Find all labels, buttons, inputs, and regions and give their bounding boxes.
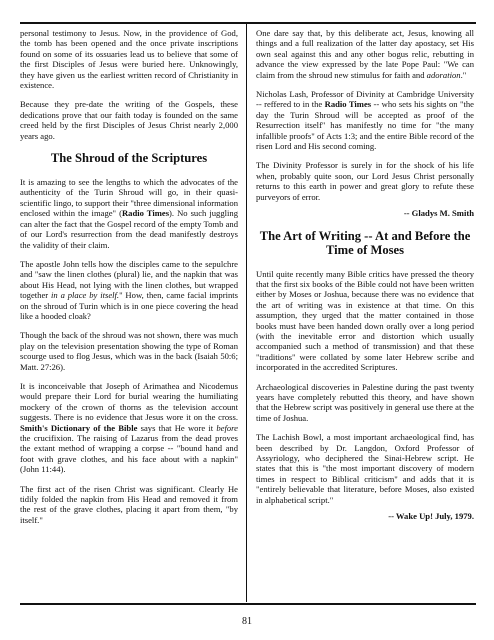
paragraph: personal testimony to Jesus. Now, in the providence of God, the tomb has been opened and the once private inscriptions found on some of its ossuaries lead us to believe that some of the first Disciples of Jesus were buried here. Unknowingly, they have given us the earliest written record of Christianity in existence. [20, 28, 238, 91]
page-number: 81 [242, 616, 252, 627]
right-column [256, 28, 474, 531]
paragraph: Until quite recently many Bible critics have pressed the theory that the first six books of the Bible could not have been written either by Moses or Joshua, because there was no evidence that the art of writing was in existence at that time. On this assumption, they urged that the matter contained in those books must have been handed down orally over a long period (with the inevitable error and distortion which usually accompanied such a method of transmission) and that these "traditions" were collated by some later Hebrew scribe and incorporated in the accredited Scriptures. [256, 268, 474, 373]
paragraph: Because they pre-date the writing of the Gospels, these dedications prove that our faith today is founded on the same creed held by the first Disciples of Jesus Christ nearly 2,000 years ago. [20, 99, 238, 141]
paragraph: One dare say that, by this deliberate act, Jesus, knowing all things and a full realization of the latter day apostacy, set His own seal against this and any other bogus relic, rebutting in advance the view expressed by the late Pope Paul: "We can claim from the shroud new stimulus for faith and adoration." [256, 28, 474, 80]
paragraph: It is amazing to see the lengths to which the advocates of the authenticity of the Turin Shroud will go, in their quasi-scientific lingo, to support their "three dimensional information enclosed within the image" (Radio Times). No such juggling can alter the fact that the Gospel record of the empty Tomb and of our Lord's resurrection from the dead manifestly destroys the validity of their claim. [20, 177, 238, 250]
paragraph: It is inconceivable that Joseph of Arimathea and Nicodemus would prepare their Lord for burial wearing the humiliating mockery of the crown of thorns as the television account suggests. There is no evidence that Jesus wore it on the cross. Smith's Dictionary of the Bible says that He wore it before the crucifixion. The raising of Lazarus from the dead proves the extant method of wrapping a corpse -- "bound hand and foot with grave clothes, and his face about with a napkin" (John 11:44). [20, 380, 238, 475]
paragraph: Though the back of the shroud was not shown, there was much play on the television presentation showing the type of Roman scourge used to flog Jesus, which was in the back (Isaiah 50:6; Matt. 27:26). [20, 330, 238, 372]
section-heading: The Art of Writing -- At and Before the Time of Moses [259, 228, 471, 257]
paragraph: The first act of the risen Christ was significant. Clearly He tidily folded the napkin from His Head and removed it from the rest of the grave clothes, placing it apart from them, "by itself." [20, 483, 238, 525]
paragraph: Archaeological discoveries in Palestine during the past twenty years have completely rebutted this theory, and have shown that the Hebrew script was positively in general use there at the time of Joshua. [256, 381, 474, 423]
paragraph: The apostle John tells how the disciples came to the sepulchre and "saw the linen clothes (plural) lie, and the napkin that was about His Head, not lying with the linen clothes, but wrapped together in a place by itself." How, then, came facial imprints on the shroud of Turin which is in one piece covering the head like a hooded cloak? [20, 258, 238, 321]
paragraph: The Lachish Bowl, a most important archaeological find, has been described by Dr. Langdon, Oxford Professor of Assyriology, who deciphered the Sinai-Hebrew script. He states that this is "the most important discovery of modern times in respect to Biblical criticism" and adds that it is "entirely believable that literature, before Moses, also existed in alphabetical script." [256, 432, 474, 505]
paragraph: Nicholas Lash, Professor of Divinity at Cambridge University -- reffered to in the Radio Times -- who sets his sights on "the day the Turin Shroud will be accepted as proof of the Resurrection itself" has manifestly no time for "the many infallible proofs" of Acts 1:3; and the entire Bible record of the risen Lord and His second coming. [256, 89, 474, 152]
section-heading: The Shroud of the Scriptures [50, 151, 208, 166]
source-signature: -- Wake Up! July, 1979. [388, 511, 474, 522]
author-signature: -- Gladys M. Smith [403, 208, 474, 219]
top-rule [20, 22, 476, 24]
column-divider [246, 24, 247, 602]
left-column [20, 28, 238, 534]
bottom-rule [20, 603, 476, 605]
paragraph: The Divinity Professor is surely in for the shock of his life when, probably quite soon, our Lord Jesus Christ personally returns to this earth in power and great glory to refute these purveyors of error. [256, 160, 474, 202]
